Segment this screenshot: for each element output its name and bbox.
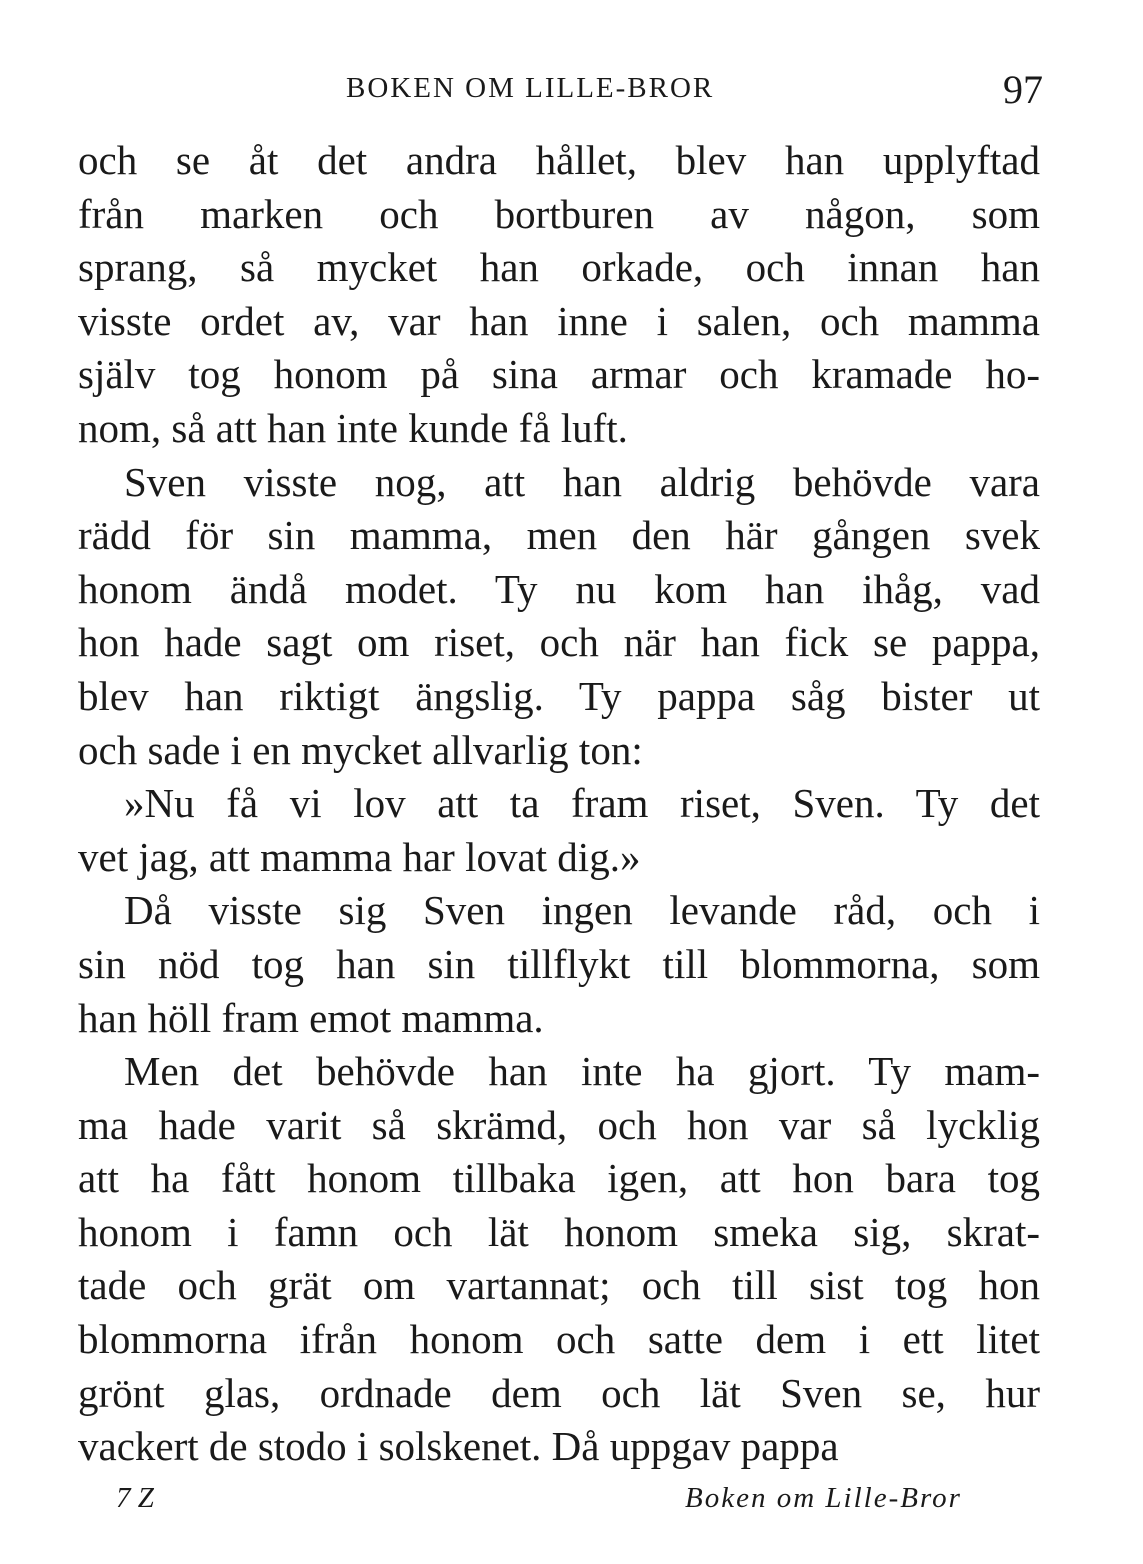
text-line: visste ordet av, var han inne i salen, och mamma [78,297,1040,344]
text-line: sprang, så mycket han orkade, och innan han [78,244,1040,291]
footer-book-title: Boken om Lille-Bror [685,1482,962,1514]
text-line: han höll fram emot mamma. [78,994,544,1041]
text-line: Sven visste nog, att han aldrig behövde vara [124,458,1040,505]
text-line: att ha fått honom tillbaka igen, att hon bara tog [78,1155,1040,1202]
text-line: grönt glas, ordnade dem och lät Sven se, hur [78,1369,1040,1416]
body-text [78,134,1040,1474]
text-line: blommorna ifrån honom och satte dem i ett litet [78,1316,1040,1363]
text-line: tade och grät om vartannat; och till sist tog hon [78,1262,1040,1309]
running-title: BOKEN OM LILLE-BROR [346,72,715,104]
text-line: Men det behövde han inte ha gjort. Ty mam- [124,1048,1040,1095]
text-line: och se åt det andra hållet, blev han upplyftad [78,137,1040,183]
text-line: »Nu få vi lov att ta fram riset, Sven. Ty det [124,780,1040,827]
printer-signature: 7 Z [116,1482,154,1514]
text-line: Då visste sig Sven ingen levande råd, och i [124,887,1040,934]
text-line: nom, så att han inte kunde få luft. [78,404,628,451]
text-line: sin nöd tog han sin tillflykt till blommorna, som [78,940,1040,987]
text-line: hon hade sagt om riset, och när han fick se pappa, [78,619,1040,666]
text-line: själv tog honom på sina armar och kramade ho- [78,351,1040,398]
text-line: och sade i en mycket allvarlig ton: [78,726,643,773]
page-footer [0,1478,1143,1518]
text-line: honom ändå modet. Ty nu kom han ihåg, vad [78,565,1040,612]
text-line: honom i famn och lät honom smeka sig, skrat- [78,1208,1040,1255]
text-line: ma hade varit så skrämd, och hon var så lycklig [78,1101,1040,1148]
text-line: vackert de stodo i solskenet. Då uppgav pappa [78,1423,839,1470]
text-line: vet jag, att mamma har lovat dig.» [78,833,641,880]
text-line: från marken och bortburen av någon, som [78,190,1040,237]
text-line: blev han riktigt ängslig. Ty pappa såg bister ut [78,672,1040,719]
page-number: 97 [1003,67,1043,112]
running-head [0,67,1143,112]
text-line: rädd för sin mamma, men den här gången svek [78,512,1040,559]
